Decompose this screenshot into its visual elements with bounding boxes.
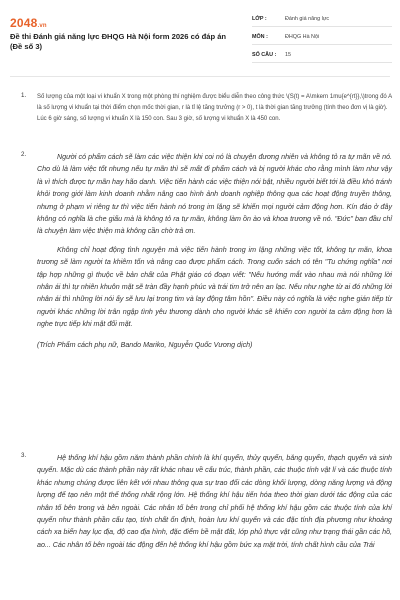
info-label: SỐ CÂU : (252, 52, 277, 58)
page-title: Đề thi Đánh giá năng lực ĐHQG Hà Nội form 2026 có đáp án (Đề số 3) (10, 32, 227, 51)
header-divider (10, 76, 390, 77)
info-label: MÔN : (252, 34, 268, 40)
question-passage (37, 452, 392, 551)
question-number: 3. (21, 452, 27, 459)
info-value: Đánh giá năng lực (285, 16, 330, 22)
question-number: 1. (21, 92, 27, 99)
info-row-subject (252, 30, 392, 45)
logo-text: 2048 (10, 16, 38, 30)
info-value: 15 (285, 52, 291, 58)
info-value: ĐHQG Hà Nội (285, 34, 320, 40)
document-header (0, 0, 400, 76)
info-row-class (252, 12, 392, 27)
passage-paragraph: Người có phẩm cách sẽ làm các việc thiện khi coi nó là chuyện đương nhiên và không tỏ ra tự mãn về nó. Cho dù là làm việc tốt nhưng nếu tự mãn thì sẽ mất đi phẩm cách và bị người khác cho rằng mình làm như vậy là vì thích được tự mãn hay hão danh. Việc tiến hành các việc thiện nói bật, nhiều người biết tới là điều khó tránh khỏi trong giới làm kinh doanh nhằm nâng cao hình ảnh doanh nghiệp thông qua các hoạt động truyền thông, nhưng ở phạm vi riêng tư thì việc tiến hành nó trong im lặng sẽ khiến mọi người cảm động hơn. Kín đáo ở đây không có nghĩa là che giấu mà là không tỏ ra tự mãn, không làm ồn ào và khoa trương về nó. "Đức" ban đầu chỉ là chuyện làm việc thiện mà không cần chờ trả ơn. (37, 153, 392, 236)
logo-suffix: .vn (37, 23, 47, 29)
question-passage (37, 151, 392, 351)
site-logo[interactable] (10, 16, 47, 30)
info-label: LỚP : (252, 16, 267, 22)
info-row-question-count (252, 48, 392, 63)
question-text: Số lượng của một loại vi khuẩn X trong một phòng thí nghiệm được biểu diễn theo công thức \(S(t) = A\mkern 1mu{e^{rt}},\)trong đó A là số lượng vi khuẩn tại thời điểm chọn mốc thời gian, r là tỉ lệ tăng trưởng (r > 0), t là thời gian tăng trưởng (tính theo đơn vị là giờ). Lúc 6 giờ sáng, số lượng vi khuẩn X là 150 con. Sau 3 giờ, số lượng vi khuẩn X là 450 con. (37, 94, 392, 122)
exam-info-panel (252, 12, 392, 66)
passage-paragraph: Hệ thống khí hậu gồm năm thành phần chính là khí quyển, thủy quyển, băng quyển, thạch quyển và sinh quyển. Mặc dù các thành phần này rất khác nhau về cấu trúc, thành phần, các thuộc tính vật lí và các thuộc tính khác nhưng chúng được liên kết với nhau thông qua sự trao đổi các dòng khối lượng, dòng năng lượng và động lượng để tạo nên một thể thống nhất rộng lớn. Hệ thống khí hậu tiến hóa theo thời gian dưới tác động của các nhân tố bên trong và bên ngoài. Các nhân tố bên trong chỉ phối hệ thống khí hậu gồm các thuộc tính của khí quyển như thành phần cấu tạo, tính chất ổn định, hoàn lưu khí quyển và các đặc tính địa phương như khoảng cách xa biển hay lục địa, độ cao địa hình, đặc điểm bề mặt đất, lớp phủ thực vật cũng như trạng thái gần các hồ, ao... Các nhân tố bên ngoài tác động đến hệ thống khí hậu gồm bức xạ mặt trời, tính chất hình cầu của Trái (37, 454, 392, 549)
passage-paragraph: Không chỉ hoạt động tình nguyện mà việc tiến hành trong im lặng những việc tốt, không tự mãn, khoa trương sẽ làm người ta khiêm tốn và nâng cao được phẩm cách. Trong cuốn sách có tên "Tu chứng nghĩa" nơi tập hợp những gì thuộc về bản chất của Phật giáo có đoạn viết: "Nếu hướng mắt vào nhau mà nói những lời nhân ái thì tự nhiên khuôn mặt sẽ tràn đầy hạnh phúc và trái tim trở nên an lạc. Nếu như nghe từ ai đó những lời nhân ái thì những lời nói ấy sẽ lưu lại trong tim và lay động tâm hồn". Điều này có nghĩa là việc nghe gián tiếp từ người khác những lời trân ngập tình yêu thương dành cho người khác sẽ khiến con người ta cảm động hơn là nghe trực tiếp khi mặt đối mặt. (37, 245, 392, 329)
passage-citation: (Trích Phẩm cách phụ nữ, Bando Mariko, Nguyễn Quốc Vương dịch) (37, 340, 253, 349)
question-number: 2. (21, 151, 27, 158)
